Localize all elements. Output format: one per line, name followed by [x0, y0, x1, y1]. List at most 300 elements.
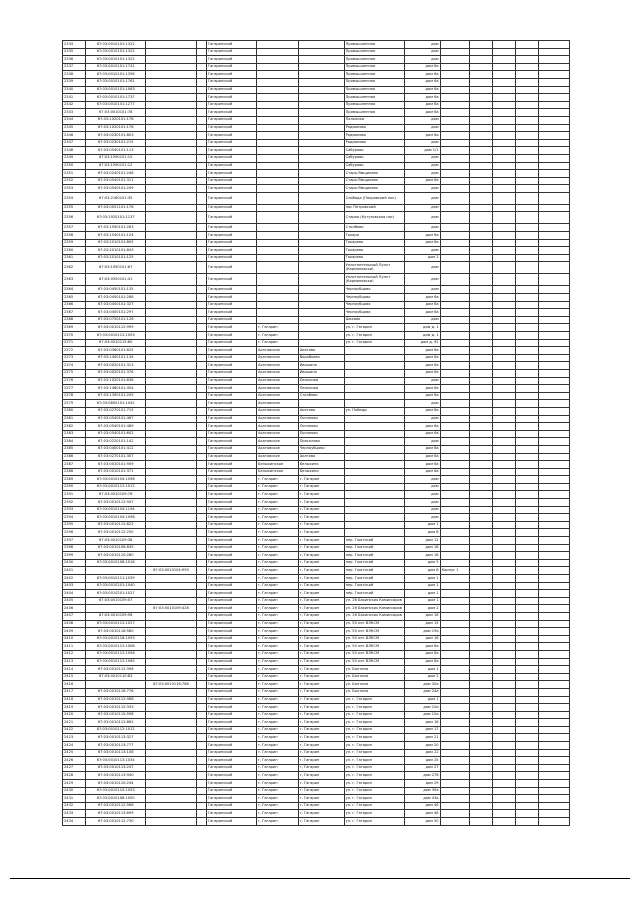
settlement: г. Гагарин — [256, 582, 298, 590]
cadastral-number: 67:03:0010101:1277 — [85, 101, 146, 109]
blank-cell — [469, 392, 492, 400]
locality — [298, 41, 344, 49]
row-number: 2377 — [63, 385, 86, 393]
district: Гагаринский — [206, 132, 256, 140]
settlement — [256, 274, 298, 286]
extra — [440, 483, 469, 491]
district: Гагаринский — [206, 63, 256, 71]
blank-cell — [196, 332, 206, 340]
blank-cell — [538, 332, 569, 340]
extra — [440, 537, 469, 545]
blank-cell — [469, 506, 492, 514]
blank-cell — [515, 491, 538, 499]
blank-cell — [515, 204, 538, 212]
street: Промышленная — [344, 63, 405, 71]
cadastral-number-alt — [146, 597, 196, 605]
cadastral-number: 67:03:0230101:215 — [85, 139, 146, 147]
extra — [440, 309, 469, 317]
row-number: 2349 — [63, 154, 86, 162]
blank-cell — [196, 491, 206, 499]
extra — [440, 438, 469, 446]
extra — [440, 590, 469, 598]
street: ул. г. Гагарин — [344, 734, 405, 742]
settlement: г. Гагарин — [256, 476, 298, 484]
cadastral-number-alt — [146, 139, 196, 147]
cadastral-number-alt — [146, 56, 196, 64]
house: дом 6а — [405, 468, 440, 476]
blank-cell — [492, 71, 515, 79]
blank-cell — [469, 262, 492, 274]
district: Гагаринский — [206, 362, 256, 370]
street: Столбово — [344, 224, 405, 232]
cadastral-number: 67:03:0020101:313 — [85, 362, 146, 370]
extra — [440, 415, 469, 423]
blank-cell — [515, 658, 538, 666]
street — [344, 392, 405, 400]
street: ул. г. Гагарин — [344, 818, 405, 826]
locality: Пальники — [298, 385, 344, 393]
blank-cell — [492, 537, 515, 545]
extra — [440, 262, 469, 274]
blank-cell — [469, 575, 492, 583]
blank-cell — [469, 430, 492, 438]
blank-cell — [515, 552, 538, 560]
extra — [440, 476, 469, 484]
street: ул. г. Гагарин — [344, 795, 405, 803]
locality — [298, 170, 344, 178]
street: Уплотнительный Пункт (Кармановски) — [344, 262, 405, 274]
blank-cell — [469, 795, 492, 803]
cadastral-number — [85, 681, 146, 689]
district: Гагаринский — [206, 147, 256, 155]
blank-cell — [515, 147, 538, 155]
blank-cell — [196, 681, 206, 689]
district: Гагаринский — [206, 673, 256, 681]
page-bottom-rule — [10, 878, 630, 879]
cadastral-number: 67:03:0010109:96 — [85, 612, 146, 620]
settlement: г. Гагарин — [256, 734, 298, 742]
blank-cell — [515, 385, 538, 393]
cadastral-number: 67:03:0010110:1053 — [85, 787, 146, 795]
blank-cell — [515, 94, 538, 102]
blank-cell — [196, 430, 206, 438]
blank-cell — [538, 294, 569, 302]
blank-cell — [469, 212, 492, 224]
locality — [298, 247, 344, 255]
blank-cell — [515, 620, 538, 628]
blank-cell — [196, 620, 206, 628]
row-number: 2416 — [63, 681, 86, 689]
settlement: г. Гагарин — [256, 688, 298, 696]
settlement: Белыхинское — [256, 468, 298, 476]
district: Гагаринский — [206, 301, 256, 309]
blank-cell — [515, 48, 538, 56]
extra — [440, 332, 469, 340]
blank-cell — [196, 204, 206, 212]
house: дом 22 — [405, 749, 440, 757]
blank-cell — [538, 537, 569, 545]
settlement — [256, 247, 298, 255]
row-number: 2413 — [63, 658, 86, 666]
blank-cell — [492, 423, 515, 431]
district: Гагаринский — [206, 620, 256, 628]
cadastral-number-alt — [146, 461, 196, 469]
blank-cell — [515, 132, 538, 140]
cadastral-number: 67:03:0010115:60 — [85, 339, 146, 347]
settlement: Акатовское — [256, 430, 298, 438]
settlement — [256, 124, 298, 132]
extra — [440, 757, 469, 765]
blank-cell — [469, 635, 492, 643]
settlement: Акатовское — [256, 438, 298, 446]
locality: Белыхино — [298, 468, 344, 476]
extra — [440, 154, 469, 162]
blank-cell — [515, 476, 538, 484]
blank-cell — [538, 764, 569, 772]
table-row — [63, 324, 570, 332]
table-row — [63, 239, 570, 247]
cadastral-number: 67:03:1400101:134 — [85, 354, 146, 362]
blank-cell — [469, 377, 492, 385]
table-row — [63, 590, 570, 598]
district: Гагаринский — [206, 726, 256, 734]
cadastral-number-alt — [146, 802, 196, 810]
blank-cell — [196, 286, 206, 294]
blank-cell — [492, 212, 515, 224]
cadastral-number-alt — [146, 392, 196, 400]
row-number: 2383 — [63, 430, 86, 438]
cadastral-number: 67:03:0550101:41 — [85, 274, 146, 286]
cadastral-number-alt — [146, 369, 196, 377]
blank-cell — [515, 332, 538, 340]
blank-cell — [538, 377, 569, 385]
settlement: г. Гагарин — [256, 772, 298, 780]
street — [344, 385, 405, 393]
blank-cell — [492, 726, 515, 734]
table-row — [63, 339, 570, 347]
row-number: 2343 — [63, 109, 86, 117]
house: дом 15 — [405, 620, 440, 628]
cadastral-number-alt — [146, 506, 196, 514]
street — [344, 506, 405, 514]
house: дом — [405, 56, 440, 64]
locality — [298, 86, 344, 94]
cadastral-number: 67:03:0010110:244 — [85, 780, 146, 788]
blank-cell — [469, 339, 492, 347]
cadastral-number-alt — [146, 309, 196, 317]
locality: г. Гагарин — [298, 749, 344, 757]
blank-cell — [196, 818, 206, 826]
blank-cell — [196, 544, 206, 552]
blank-cell — [469, 590, 492, 598]
settlement: г. Гагарин — [256, 529, 298, 537]
blank-cell — [196, 232, 206, 240]
table-row — [63, 658, 570, 666]
house: дом д. 1 — [405, 332, 440, 340]
blank-cell — [538, 224, 569, 232]
blank-cell — [538, 392, 569, 400]
blank-cell — [492, 552, 515, 560]
row-number: 2420 — [63, 711, 86, 719]
district: Гагаринский — [206, 377, 256, 385]
street — [344, 468, 405, 476]
street: ул. г. Гагарин — [344, 332, 405, 340]
cadastral-number-alt — [146, 742, 196, 750]
house: дом 39а — [405, 787, 440, 795]
blank-cell — [469, 332, 492, 340]
blank-cell — [492, 41, 515, 49]
extra — [440, 742, 469, 750]
cadastral-number-alt — [146, 423, 196, 431]
blank-cell — [515, 347, 538, 355]
house: дом — [405, 124, 440, 132]
cadastral-number-alt — [146, 514, 196, 522]
house: дом 6а — [405, 392, 440, 400]
cadastral-number: 67:03:0010101:1063 — [85, 86, 146, 94]
district: Гагаринский — [206, 262, 256, 274]
extra — [440, 818, 469, 826]
locality: Прасолово — [298, 438, 344, 446]
house: дом 6а — [405, 445, 440, 453]
table-row — [63, 71, 570, 79]
blank-cell — [469, 124, 492, 132]
extra — [440, 810, 469, 818]
blank-cell — [196, 274, 206, 286]
table-row — [63, 445, 570, 453]
cadastral-number-alt — [146, 521, 196, 529]
blank-cell — [538, 620, 569, 628]
blank-cell — [492, 780, 515, 788]
blank-cell — [196, 301, 206, 309]
blank-cell — [469, 301, 492, 309]
cadastral-number: 67:03:1480101:454 — [85, 385, 146, 393]
cadastral-number-alt — [146, 162, 196, 170]
blank-cell — [492, 185, 515, 193]
house: дом 18 — [405, 544, 440, 552]
extra — [440, 192, 469, 204]
blank-cell — [469, 499, 492, 507]
blank-cell — [196, 506, 206, 514]
row-number: 2376 — [63, 377, 86, 385]
blank-cell — [538, 795, 569, 803]
blank-cell — [469, 628, 492, 636]
house: дом — [405, 154, 440, 162]
district: Гагаринский — [206, 247, 256, 255]
cadastral-number: 67:03:0010113:1034 — [85, 757, 146, 765]
blank-cell — [515, 224, 538, 232]
locality: г. Гагарин — [298, 514, 344, 522]
cadastral-number: 67:03:0010109:07 — [85, 597, 146, 605]
row-number: 2338 — [63, 71, 86, 79]
street: ул. г. Гагарин — [344, 780, 405, 788]
cadastral-number-alt — [146, 468, 196, 476]
district: Гагаринский — [206, 56, 256, 64]
locality — [298, 324, 344, 332]
settlement: г. Гагарин — [256, 605, 298, 613]
locality: г. Гагарин — [298, 590, 344, 598]
blank-cell — [469, 294, 492, 302]
blank-cell — [469, 415, 492, 423]
cadastral-number-alt — [146, 86, 196, 94]
blank-cell — [492, 56, 515, 64]
settlement — [256, 162, 298, 170]
blank-cell — [515, 101, 538, 109]
blank-cell — [469, 400, 492, 408]
extra — [440, 339, 469, 347]
cadastral-number: 67:03:0010113:940 — [85, 772, 146, 780]
blank-cell — [469, 316, 492, 324]
settlement — [256, 192, 298, 204]
locality: г. Гагарин — [298, 552, 344, 560]
blank-cell — [196, 48, 206, 56]
street: Старо-Ямщиково — [344, 185, 405, 193]
locality: Логиново — [298, 415, 344, 423]
blank-cell — [196, 711, 206, 719]
blank-cell — [515, 590, 538, 598]
blank-cell — [538, 726, 569, 734]
street — [344, 453, 405, 461]
blank-cell — [196, 445, 206, 453]
blank-cell — [196, 377, 206, 385]
cadastral-number-alt — [146, 109, 196, 117]
cadastral-number-alt — [146, 650, 196, 658]
table-row — [63, 529, 570, 537]
cadastral-number-alt — [146, 362, 196, 370]
blank-cell — [515, 254, 538, 262]
blank-cell — [515, 445, 538, 453]
district: Гагаринский — [206, 185, 256, 193]
blank-cell — [538, 41, 569, 49]
blank-cell — [515, 468, 538, 476]
table-row — [63, 162, 570, 170]
blank-cell — [492, 499, 515, 507]
extra — [440, 445, 469, 453]
cadastral-number: 67:03:0010112:999 — [85, 324, 146, 332]
cadastral-number-alt — [146, 116, 196, 124]
table-row — [63, 453, 570, 461]
blank-cell — [492, 696, 515, 704]
blank-cell — [538, 757, 569, 765]
blank-cell — [515, 262, 538, 274]
district: Гагаринский — [206, 415, 256, 423]
cadastral-number-alt — [146, 559, 196, 567]
extra: Корпус 1 — [440, 567, 469, 575]
cadastral-number: 67:03:0450101:327 — [85, 301, 146, 309]
locality: г. Гагарин — [298, 764, 344, 772]
street — [344, 514, 405, 522]
blank-cell — [469, 818, 492, 826]
blank-cell — [196, 71, 206, 79]
row-number: 2403 — [63, 582, 86, 590]
blank-cell — [469, 696, 492, 704]
row-number: 2421 — [63, 719, 86, 727]
district: Гагаринский — [206, 597, 256, 605]
house: дом 6а — [405, 101, 440, 109]
street: Черноубцово — [344, 294, 405, 302]
blank-cell — [196, 438, 206, 446]
blank-cell — [196, 749, 206, 757]
row-number: 2350 — [63, 162, 86, 170]
house: дом 21 — [405, 734, 440, 742]
row-number: 2372 — [63, 347, 86, 355]
table-row — [63, 681, 570, 689]
house: дом 27 — [405, 764, 440, 772]
registry-rows — [63, 41, 570, 826]
settlement: Акатовское — [256, 362, 298, 370]
settlement: г. Гагарин — [256, 537, 298, 545]
table-row — [63, 483, 570, 491]
blank-cell — [469, 802, 492, 810]
cadastral-number-alt — [146, 582, 196, 590]
blank-cell — [196, 696, 206, 704]
blank-cell — [515, 506, 538, 514]
district: Гагаринский — [206, 628, 256, 636]
cadastral-number: 67:03:0010101:1761 — [85, 78, 146, 86]
cadastral-number: 67:03:1950101:67 — [85, 262, 146, 274]
blank-cell — [196, 185, 206, 193]
blank-cell — [492, 620, 515, 628]
blank-cell — [196, 514, 206, 522]
blank-cell — [196, 764, 206, 772]
locality — [298, 239, 344, 247]
street: Старо-Ямщиково — [344, 170, 405, 178]
extra — [440, 254, 469, 262]
blank-cell — [538, 673, 569, 681]
blank-cell — [538, 109, 569, 117]
table-row — [63, 147, 570, 155]
settlement — [256, 185, 298, 193]
blank-cell — [196, 294, 206, 302]
row-number: 2378 — [63, 392, 86, 400]
settlement: г. Гагарин — [256, 802, 298, 810]
district: Гагаринский — [206, 71, 256, 79]
table-row — [63, 605, 570, 613]
district: Гагаринский — [206, 177, 256, 185]
blank-cell — [492, 162, 515, 170]
blank-cell — [469, 48, 492, 56]
cadastral-number: 67:03:0010112:862 — [85, 719, 146, 727]
blank-cell — [492, 294, 515, 302]
blank-cell — [538, 590, 569, 598]
blank-cell — [469, 673, 492, 681]
extra — [440, 620, 469, 628]
blank-cell — [196, 162, 206, 170]
blank-cell — [492, 101, 515, 109]
settlement — [256, 63, 298, 71]
blank-cell — [515, 430, 538, 438]
blank-cell — [196, 170, 206, 178]
table-row — [63, 78, 570, 86]
extra — [440, 94, 469, 102]
blank-cell — [538, 476, 569, 484]
locality — [298, 71, 344, 79]
table-row — [63, 757, 570, 765]
cadastral-number-alt — [146, 301, 196, 309]
district: Гагаринский — [206, 476, 256, 484]
blank-cell — [469, 719, 492, 727]
district: Гагаринский — [206, 772, 256, 780]
blank-cell — [515, 109, 538, 117]
locality: г. Гагарин — [298, 802, 344, 810]
cadastral-number: 67:03:0540101:311 — [85, 177, 146, 185]
locality — [298, 101, 344, 109]
district: Гагаринский — [206, 309, 256, 317]
house: дом 16 — [405, 719, 440, 727]
blank-cell — [538, 185, 569, 193]
locality: г. Гагарин — [298, 704, 344, 712]
settlement: г. Гагарин — [256, 506, 298, 514]
extra — [440, 109, 469, 117]
